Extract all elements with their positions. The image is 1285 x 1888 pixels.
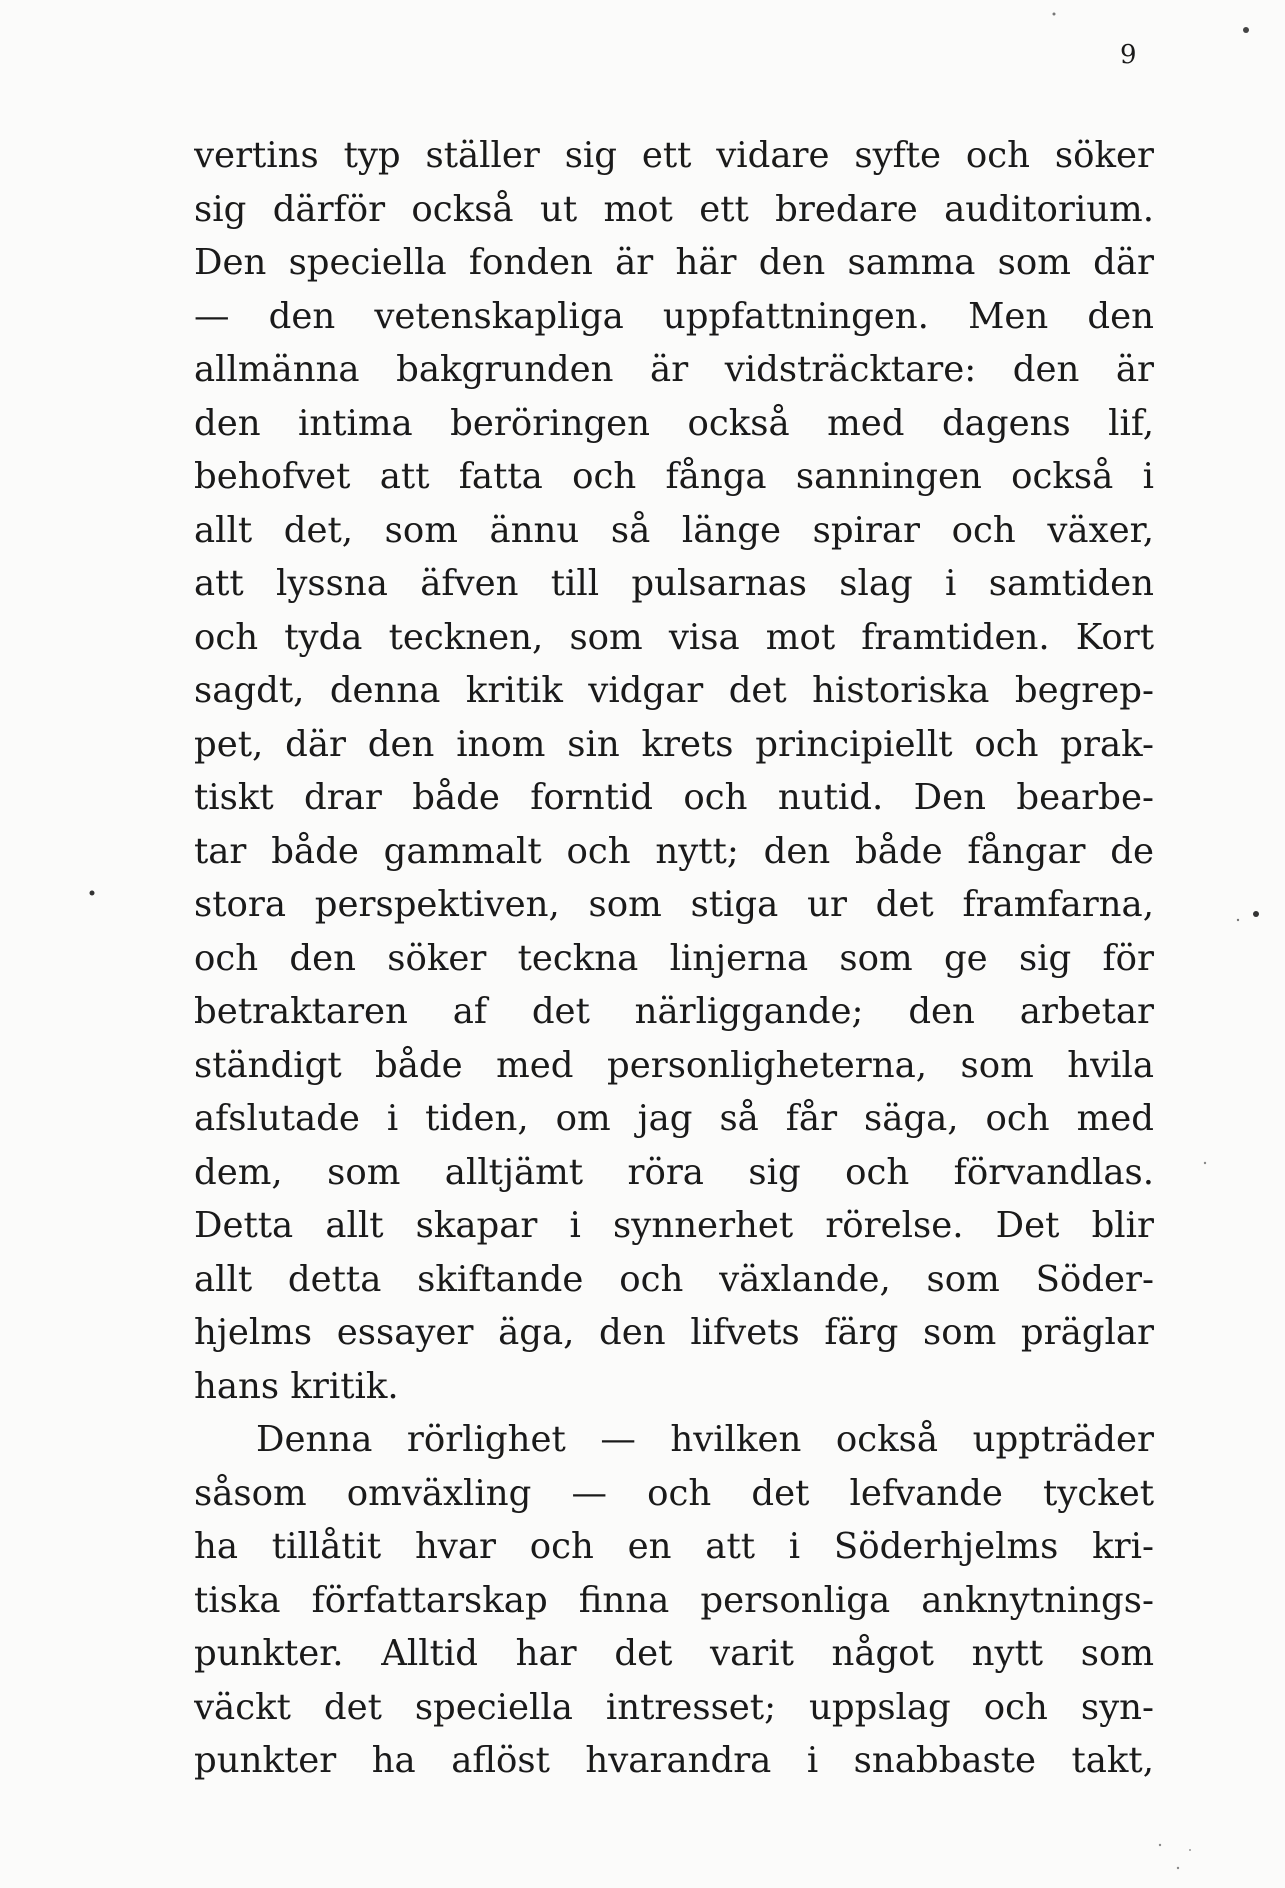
text-line: Detta allt skapar i synnerhet rörelse. Det blir — [194, 1205, 1154, 1246]
text-line: pet, där den inom sin krets principiellt och prak- — [194, 723, 1154, 765]
speck — [1253, 911, 1259, 917]
speck — [1243, 27, 1249, 33]
text-line: punkter. Alltid har det varit något nytt som — [194, 1633, 1154, 1674]
text-line: dem, som alltjämt röra sig och förvandlas. — [194, 1151, 1154, 1193]
text-line: ha tillåtit hvar och en att i Söderhjelms kri- — [194, 1526, 1154, 1567]
speck — [1177, 1867, 1179, 1869]
speck — [1204, 1162, 1206, 1164]
text-line: hans kritik. — [194, 1365, 399, 1407]
text-line: väckt det speciella intresset; uppslag och syn- — [194, 1686, 1154, 1728]
speck — [1189, 1849, 1191, 1851]
paragraph-1 — [194, 129, 1154, 1413]
text-line: behofvet att fatta och fånga sanningen också i — [194, 456, 1154, 497]
text-line: hjelms essayer äga, den lifvets färg som präglar — [194, 1312, 1154, 1353]
text-line: betraktaren af det närliggande; den arbetar — [194, 991, 1154, 1032]
text-line: tiska författarskap finna personliga anknytnings- — [194, 1579, 1154, 1621]
text-line: allt det, som ännu så länge spirar och växer, — [194, 509, 1154, 551]
body-text — [194, 129, 1154, 1788]
text-line: stora perspektiven, som stiga ur det framfarna, — [194, 884, 1154, 925]
speck — [1159, 1844, 1161, 1846]
page-number: 9 — [1120, 40, 1137, 70]
text-line: och den söker teckna linjerna som ge sig för — [194, 937, 1154, 979]
text-line: den intima beröringen också med dagens lif, — [194, 402, 1154, 444]
text-line: sagdt, denna kritik vidgar det historiska begrep- — [194, 670, 1154, 711]
text-line: såsom omväxling — och det lefvande tycket — [194, 1472, 1154, 1514]
text-line: allt detta skiftande och växlande, som Söder- — [194, 1258, 1154, 1300]
text-line: tar både gammalt och nytt; den både fångar de — [194, 830, 1154, 872]
text-line: att lyssna äfven till pulsarnas slag i samtiden — [194, 563, 1154, 604]
text-line: tiskt drar både forntid och nutid. Den bearbe- — [194, 777, 1154, 818]
speck — [1053, 13, 1056, 16]
speck — [1237, 919, 1239, 921]
text-line: ständigt både med personligheterna, som hvila — [194, 1044, 1154, 1086]
text-line: Denna rörlighet — hvilken också uppträder — [256, 1419, 1154, 1460]
text-line: sig därför också ut mot ett bredare auditorium. — [194, 188, 1154, 230]
text-line: och tyda tecknen, som visa mot framtiden. Kort — [194, 616, 1154, 658]
text-line: allmänna bakgrunden är vidsträcktare: den är — [194, 349, 1154, 390]
speck — [90, 891, 95, 896]
text-line: afslutade i tiden, om jag så får säga, och med — [194, 1098, 1154, 1139]
text-line: vertins typ ställer sig ett vidare syfte och söker — [194, 135, 1154, 176]
text-line: Den speciella fonden är här den samma som där — [194, 242, 1154, 283]
paragraph-2 — [194, 1413, 1154, 1788]
text-line: punkter ha aflöst hvarandra i snabbaste takt, — [194, 1740, 1154, 1781]
text-line: — den vetenskapliga uppfattningen. Men den — [194, 295, 1154, 337]
